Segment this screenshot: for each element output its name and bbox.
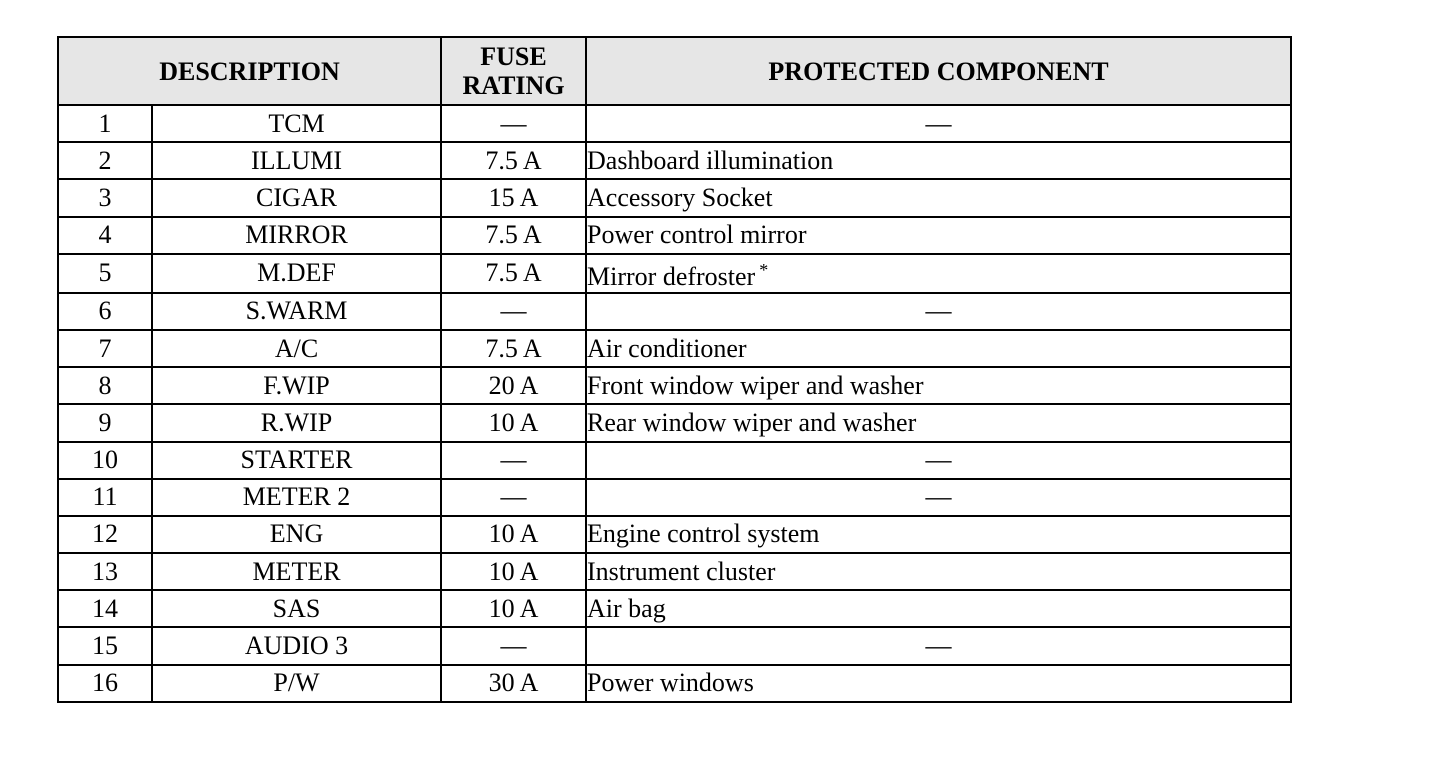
protected-component-text: — — [925, 108, 952, 138]
fuse-number: 5 — [58, 254, 152, 293]
protected-component — [586, 179, 1291, 216]
fuse-name: ENG — [152, 516, 441, 553]
fuse-rating: 10 A — [441, 404, 586, 441]
fuse-name: M.DEF — [152, 254, 441, 293]
protected-component-text: — — [925, 631, 952, 661]
protected-component — [586, 367, 1291, 404]
fuse-rating: 30 A — [441, 665, 586, 702]
fuse-name: TCM — [152, 105, 441, 142]
table-row — [58, 479, 1291, 516]
protected-component-text: Accessory Socket — [587, 182, 773, 212]
fuse-rating: 20 A — [441, 367, 586, 404]
table-row — [58, 293, 1291, 330]
fuse-table — [57, 36, 1292, 703]
protected-component — [586, 590, 1291, 627]
table-row — [58, 627, 1291, 664]
protected-component-text: — — [925, 482, 952, 512]
table-row — [58, 254, 1291, 293]
protected-component-text: Engine control system — [587, 519, 820, 549]
header-row — [58, 37, 1291, 105]
header-fuse-rating — [441, 37, 586, 105]
fuse-number: 10 — [58, 442, 152, 479]
table-row — [58, 367, 1291, 404]
header-fuse-rating-line1: FUSE — [480, 42, 547, 71]
table-row — [58, 553, 1291, 590]
fuse-rating: 10 A — [441, 516, 586, 553]
protected-component-text: — — [925, 445, 952, 475]
table-row — [58, 142, 1291, 179]
header-fuse-rating-line2: RATING — [462, 71, 565, 100]
footnote-asterisk: * — [759, 259, 769, 280]
fuse-rating: — — [441, 442, 586, 479]
fuse-rating: — — [441, 627, 586, 664]
fuse-name: S.WARM — [152, 293, 441, 330]
table-row — [58, 404, 1291, 441]
fuse-name: STARTER — [152, 442, 441, 479]
fuse-rating: 10 A — [441, 590, 586, 627]
fuse-name: ILLUMI — [152, 142, 441, 179]
fuse-number: 4 — [58, 217, 152, 254]
fuse-rating: — — [441, 105, 586, 142]
fuse-number: 6 — [58, 293, 152, 330]
fuse-name: METER — [152, 553, 441, 590]
fuse-rating: 7.5 A — [441, 330, 586, 367]
fuse-number: 7 — [58, 330, 152, 367]
protected-component — [586, 330, 1291, 367]
protected-component-text: Power windows — [587, 668, 754, 698]
fuse-name: CIGAR — [152, 179, 441, 216]
table-row — [58, 442, 1291, 479]
table-row — [58, 330, 1291, 367]
protected-component — [586, 254, 1291, 293]
table-row — [58, 516, 1291, 553]
table-row — [58, 665, 1291, 702]
protected-component-text: Dashboard illumination — [587, 145, 834, 175]
fuse-rating: — — [441, 293, 586, 330]
header-description: DESCRIPTION — [58, 37, 441, 105]
protected-component — [586, 404, 1291, 441]
fuse-name: SAS — [152, 590, 441, 627]
fuse-rating: 7.5 A — [441, 142, 586, 179]
protected-component-text: Power control mirror — [587, 220, 807, 250]
fuse-number: 11 — [58, 479, 152, 516]
protected-component-text: — — [925, 296, 952, 326]
fuse-name: A/C — [152, 330, 441, 367]
fuse-number: 14 — [58, 590, 152, 627]
protected-component — [586, 516, 1291, 553]
fuse-name: R.WIP — [152, 404, 441, 441]
fuse-rating: 7.5 A — [441, 217, 586, 254]
fuse-rating: — — [441, 479, 586, 516]
protected-component — [586, 442, 1291, 479]
fuse-name: AUDIO 3 — [152, 627, 441, 664]
fuse-number: 8 — [58, 367, 152, 404]
fuse-name: P/W — [152, 665, 441, 702]
table-row — [58, 590, 1291, 627]
protected-component-text: Rear window wiper and washer — [587, 407, 917, 437]
header-protected-component: PROTECTED COMPONENT — [586, 37, 1291, 105]
fuse-number: 2 — [58, 142, 152, 179]
fuse-name: METER 2 — [152, 479, 441, 516]
fuse-rating: 10 A — [441, 553, 586, 590]
table-row — [58, 105, 1291, 142]
protected-component — [586, 293, 1291, 330]
fuse-rating: 7.5 A — [441, 254, 586, 293]
protected-component — [586, 627, 1291, 664]
protected-component — [586, 479, 1291, 516]
table-body — [58, 105, 1291, 702]
fuse-number: 3 — [58, 179, 152, 216]
fuse-number: 9 — [58, 404, 152, 441]
fuse-number: 1 — [58, 105, 152, 142]
fuse-name: F.WIP — [152, 367, 441, 404]
fuse-name: MIRROR — [152, 217, 441, 254]
protected-component-text: Air bag — [587, 593, 666, 623]
protected-component — [586, 217, 1291, 254]
fuse-number: 12 — [58, 516, 152, 553]
table-row — [58, 179, 1291, 216]
fuse-number: 16 — [58, 665, 152, 702]
protected-component — [586, 142, 1291, 179]
fuse-rating: 15 A — [441, 179, 586, 216]
protected-component-text: Air conditioner — [587, 333, 747, 363]
fuse-number: 15 — [58, 627, 152, 664]
protected-component-text: Instrument cluster — [587, 556, 776, 586]
protected-component-text: Front window wiper and washer — [587, 370, 924, 400]
table-row — [58, 217, 1291, 254]
protected-component-text: Mirror defroster — [587, 261, 756, 291]
protected-component — [586, 553, 1291, 590]
protected-component — [586, 665, 1291, 702]
protected-component — [586, 105, 1291, 142]
fuse-number: 13 — [58, 553, 152, 590]
